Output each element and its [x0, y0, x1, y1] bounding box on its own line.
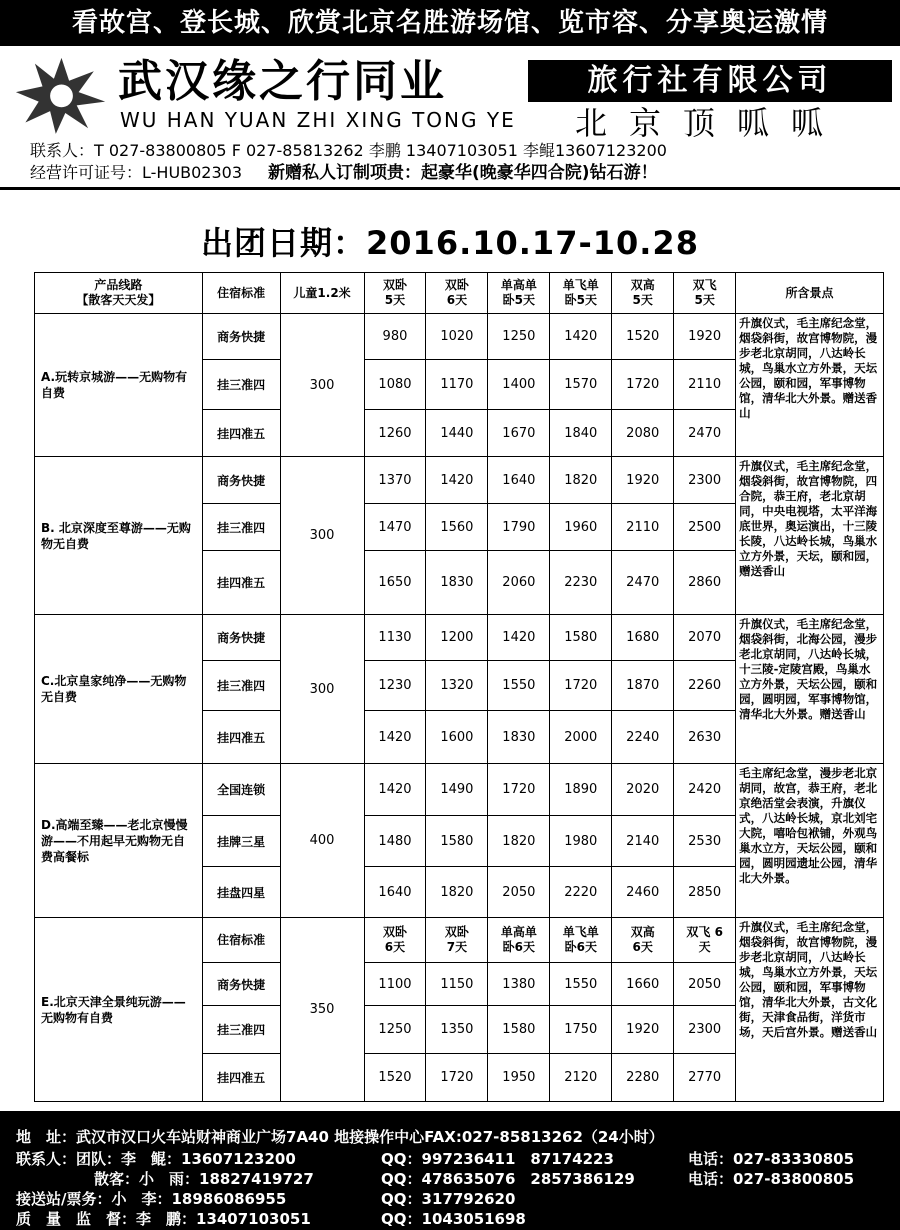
- price-cell: 1320: [426, 661, 488, 711]
- route-name: D.高端至臻——老北京慢慢游——不用起早无购物无自费高餐标: [35, 764, 203, 918]
- table-row: [35, 615, 884, 661]
- sunburst-logo-icon: [14, 54, 109, 134]
- price-table: [34, 272, 884, 1102]
- table-header-cell: 儿童1.2米: [280, 273, 364, 314]
- table-header-cell: 单高单 卧5天: [488, 273, 550, 314]
- route-name: C.北京皇家纯净——无购物无自费: [35, 615, 203, 764]
- price-cell: 1250: [488, 314, 550, 360]
- contact-name-phone: 散客：小 雨：18827419727: [94, 1170, 314, 1188]
- footer-address: 地 址：武汉市汉口火车站财神商业广场7A40 地接操作中心FAX:027-85813262（24小时）: [16, 1128, 664, 1146]
- price-cell: 2470: [612, 551, 674, 615]
- price-cell: 1980: [550, 816, 612, 867]
- route-name: E.北京天津全景纯玩游——无购物有自费: [35, 918, 203, 1102]
- price-cell: 1830: [426, 551, 488, 615]
- price-cell: 1100: [364, 963, 426, 1006]
- included-sights: 升旗仪式，毛主席纪念堂，烟袋斜街，故宫博物院，四合院，恭王府，老北京胡同，中央电视塔，太平洋海底世界，奥运演出，十三陵长陵，八达岭长城，鸟巢水立方外景，天坛，颐和园，赠送香山: [736, 457, 884, 615]
- price-cell: 2050: [488, 867, 550, 918]
- price-cell: 1650: [364, 551, 426, 615]
- divider: [0, 187, 900, 190]
- table-header-cell: 双卧 6天: [426, 273, 488, 314]
- price-cell: 2260: [674, 661, 736, 711]
- included-sights: 升旗仪式，毛主席纪念堂，烟袋斜街，北海公园，漫步老北京胡同，八达岭长城，十三陵-定陵宫殿，鸟巢水立方外景，天坛公园，颐和园，圆明园，军事博物馆，清华北大外景。赠送香山: [736, 615, 884, 764]
- price-cell: 1750: [550, 1006, 612, 1054]
- price-cell: 2060: [488, 551, 550, 615]
- included-sights: 升旗仪式，毛主席纪念堂，烟袋斜街，故宫博物院，漫步老北京胡同，八达岭长城，鸟巢水立方外景，天坛公园，颐和园，军事博物馆，清华北大外景，古文化街，天津食品街，洋货市场，天后宫外景。赠送香山: [736, 918, 884, 1102]
- price-cell: 2070: [674, 615, 736, 661]
- price-cell: 1250: [364, 1006, 426, 1054]
- accommodation-standard: 挂四准五: [202, 551, 280, 615]
- price-cell: 1870: [612, 661, 674, 711]
- price-cell: 1490: [426, 764, 488, 816]
- table-row: [35, 764, 884, 816]
- price-cell: 1470: [364, 504, 426, 551]
- price-cell: 2530: [674, 816, 736, 867]
- accommodation-standard: 挂三准四: [202, 1006, 280, 1054]
- table-header-cell: 所含景点: [736, 273, 884, 314]
- price-cell: 1920: [612, 457, 674, 504]
- price-cell: 1640: [364, 867, 426, 918]
- price-cell: 1840: [550, 410, 612, 457]
- price-cell: 2120: [550, 1054, 612, 1102]
- price-cell: 1520: [364, 1054, 426, 1102]
- price-cell: 1720: [488, 764, 550, 816]
- price-cell: 2460: [612, 867, 674, 918]
- footer-contact-row: [16, 1149, 886, 1169]
- price-cell: 1720: [612, 360, 674, 410]
- route-name: B. 北京深度至尊游——无购物无自费: [35, 457, 203, 615]
- price-cell: 2630: [674, 711, 736, 764]
- price-cell: 2000: [550, 711, 612, 764]
- child-price: 400: [280, 764, 364, 918]
- contact-qq: QQ：317792620: [381, 1190, 516, 1208]
- accommodation-standard: 挂盘四星: [202, 867, 280, 918]
- table-header-cell: 住宿标准: [202, 273, 280, 314]
- price-cell: 2300: [674, 457, 736, 504]
- table-header-cell: 单飞单 卧5天: [550, 273, 612, 314]
- accommodation-standard: 挂三准四: [202, 360, 280, 410]
- table-row: [35, 918, 884, 963]
- sub-header-cell: 单飞单 卧6天: [550, 918, 612, 963]
- price-cell: 1420: [364, 711, 426, 764]
- price-cell: 2110: [674, 360, 736, 410]
- price-cell: 1260: [364, 410, 426, 457]
- price-cell: 1370: [364, 457, 426, 504]
- accommodation-standard: 挂三准四: [202, 661, 280, 711]
- footer-contact-row: [16, 1169, 886, 1189]
- price-cell: 1380: [488, 963, 550, 1006]
- price-cell: 1440: [426, 410, 488, 457]
- price-cell: 1820: [488, 816, 550, 867]
- price-cell: 1420: [364, 764, 426, 816]
- price-cell: 1020: [426, 314, 488, 360]
- price-cell: 1080: [364, 360, 426, 410]
- contact-qq: QQ：997236411 87174223: [381, 1150, 614, 1168]
- price-cell: 2860: [674, 551, 736, 615]
- price-cell: 1130: [364, 615, 426, 661]
- top-banner: 看故宫、登长城、欣赏北京名胜游场馆、览市容、分享奥运激情: [0, 0, 900, 46]
- price-cell: 1170: [426, 360, 488, 410]
- child-price: 300: [280, 457, 364, 615]
- price-cell: 1150: [426, 963, 488, 1006]
- price-cell: 2420: [674, 764, 736, 816]
- price-cell: 2080: [612, 410, 674, 457]
- price-cell: 2230: [550, 551, 612, 615]
- departure-date-title: 出团日期：2016.10.17-10.28: [201, 224, 699, 262]
- contact-name-phone: 质 量 监 督：李 鹏：13407103051: [16, 1210, 311, 1228]
- price-cell: 2850: [674, 867, 736, 918]
- price-cell: 1920: [612, 1006, 674, 1054]
- table-header-row: [35, 273, 884, 314]
- price-cell: 1960: [550, 504, 612, 551]
- sub-header-cell: 双飞 6 天: [674, 918, 736, 963]
- accommodation-standard: 商务快捷: [202, 314, 280, 360]
- sub-header-cell: 双卧 7天: [426, 918, 488, 963]
- included-sights: 毛主席纪念堂，漫步老北京胡同，故宫，恭王府，老北京绝活堂会表演，升旗仪式，八达岭长城，京北刘宅大院，嘻哈包袱铺，外观鸟巢水立方，天坛公园，颐和园，圆明园遗址公园，清华北大外景。: [736, 764, 884, 918]
- contact-line: 联系人：T 027-83800805 F 027-85813262 李鹏 13407103051 李鲲13607123200: [30, 141, 667, 160]
- price-cell: 1350: [426, 1006, 488, 1054]
- price-cell: 1830: [488, 711, 550, 764]
- price-cell: 1950: [488, 1054, 550, 1102]
- table-row: [35, 314, 884, 360]
- child-price: 300: [280, 615, 364, 764]
- promo-text: 新赠私人订制项贵：起豪华(晚豪华四合院)钻石游！: [268, 163, 658, 183]
- license-line: [30, 163, 658, 183]
- price-cell: 1580: [426, 816, 488, 867]
- accommodation-standard: 挂三准四: [202, 504, 280, 551]
- price-cell: 1560: [426, 504, 488, 551]
- table-header-cell: 双高 5天: [612, 273, 674, 314]
- price-cell: 2470: [674, 410, 736, 457]
- price-cell: 1520: [612, 314, 674, 360]
- footer-contact-row: [16, 1209, 886, 1229]
- accommodation-standard: 商务快捷: [202, 615, 280, 661]
- brand-name-en: WU HAN YUAN ZHI XING TONG YE: [120, 108, 516, 132]
- price-cell: 1600: [426, 711, 488, 764]
- contact-qq: QQ：1043051698: [381, 1210, 526, 1228]
- price-cell: 1820: [550, 457, 612, 504]
- price-cell: 2020: [612, 764, 674, 816]
- price-cell: 1670: [488, 410, 550, 457]
- price-cell: 1480: [364, 816, 426, 867]
- price-cell: 1420: [488, 615, 550, 661]
- price-cell: 2140: [612, 816, 674, 867]
- accommodation-standard: 挂四准五: [202, 410, 280, 457]
- contact-name-phone: 联系人：团队：李 鲲：13607123200: [16, 1150, 296, 1168]
- sub-header-cell: 单高单 卧6天: [488, 918, 550, 963]
- price-cell: 1550: [488, 661, 550, 711]
- price-cell: 1680: [612, 615, 674, 661]
- price-cell: 2220: [550, 867, 612, 918]
- price-cell: 1550: [550, 963, 612, 1006]
- price-cell: 2500: [674, 504, 736, 551]
- accommodation-standard: 挂四准五: [202, 1054, 280, 1102]
- table-row: [35, 457, 884, 504]
- table-header-cell: 产品线路 【散客天天发】: [35, 273, 203, 314]
- price-cell: 1720: [550, 661, 612, 711]
- price-cell: 1890: [550, 764, 612, 816]
- price-cell: 1230: [364, 661, 426, 711]
- child-price: 300: [280, 314, 364, 457]
- contact-phone: 电话：027-83330805: [688, 1150, 855, 1168]
- price-cell: 1420: [426, 457, 488, 504]
- partner-name: 北京顶呱呱: [574, 104, 845, 142]
- price-cell: 1790: [488, 504, 550, 551]
- license-number: 经营许可证号：L-HUB02303: [30, 163, 243, 182]
- price-cell: 1580: [488, 1006, 550, 1054]
- table-header-cell: 双卧 5天: [364, 273, 426, 314]
- price-cell: 2050: [674, 963, 736, 1006]
- sub-header-cell: 住宿标准: [202, 918, 280, 963]
- child-price: 350: [280, 918, 364, 1102]
- contact-qq: QQ：478635076 2857386129: [381, 1170, 635, 1188]
- price-cell: 1570: [550, 360, 612, 410]
- footer-contact-row: [16, 1189, 886, 1209]
- agency-name: 旅行社有限公司: [528, 60, 892, 102]
- sub-header-cell: 双卧 6天: [364, 918, 426, 963]
- accommodation-standard: 挂四准五: [202, 711, 280, 764]
- price-cell: 1820: [426, 867, 488, 918]
- accommodation-standard: 挂牌三星: [202, 816, 280, 867]
- price-cell: 2280: [612, 1054, 674, 1102]
- price-cell: 2110: [612, 504, 674, 551]
- brand-name-cn: 武汉缘之行同业: [118, 56, 447, 107]
- footer: [0, 1111, 900, 1230]
- route-name: A.玩转京城游——无购物有自费: [35, 314, 203, 457]
- price-cell: 1660: [612, 963, 674, 1006]
- price-cell: 2240: [612, 711, 674, 764]
- price-cell: 2770: [674, 1054, 736, 1102]
- table-header-cell: 双飞 5天: [674, 273, 736, 314]
- sub-header-cell: 双高 6天: [612, 918, 674, 963]
- price-cell: 1720: [426, 1054, 488, 1102]
- included-sights: 升旗仪式，毛主席纪念堂，烟袋斜街，故宫博物院，漫步老北京胡同，八达岭长城，鸟巢水立方外景，天坛公园，颐和园，军事博物馆，清华北大外景。赠送香山: [736, 314, 884, 457]
- contact-name-phone: 接送站/票务：小 李：18986086955: [16, 1190, 287, 1208]
- accommodation-standard: 全国连锁: [202, 764, 280, 816]
- price-cell: 1200: [426, 615, 488, 661]
- contact-phone: 电话：027-83800805: [688, 1170, 855, 1188]
- price-cell: 1640: [488, 457, 550, 504]
- price-cell: 1420: [550, 314, 612, 360]
- accommodation-standard: 商务快捷: [202, 963, 280, 1006]
- accommodation-standard: 商务快捷: [202, 457, 280, 504]
- price-cell: 980: [364, 314, 426, 360]
- price-cell: 1920: [674, 314, 736, 360]
- price-cell: 2300: [674, 1006, 736, 1054]
- price-cell: 1400: [488, 360, 550, 410]
- price-cell: 1580: [550, 615, 612, 661]
